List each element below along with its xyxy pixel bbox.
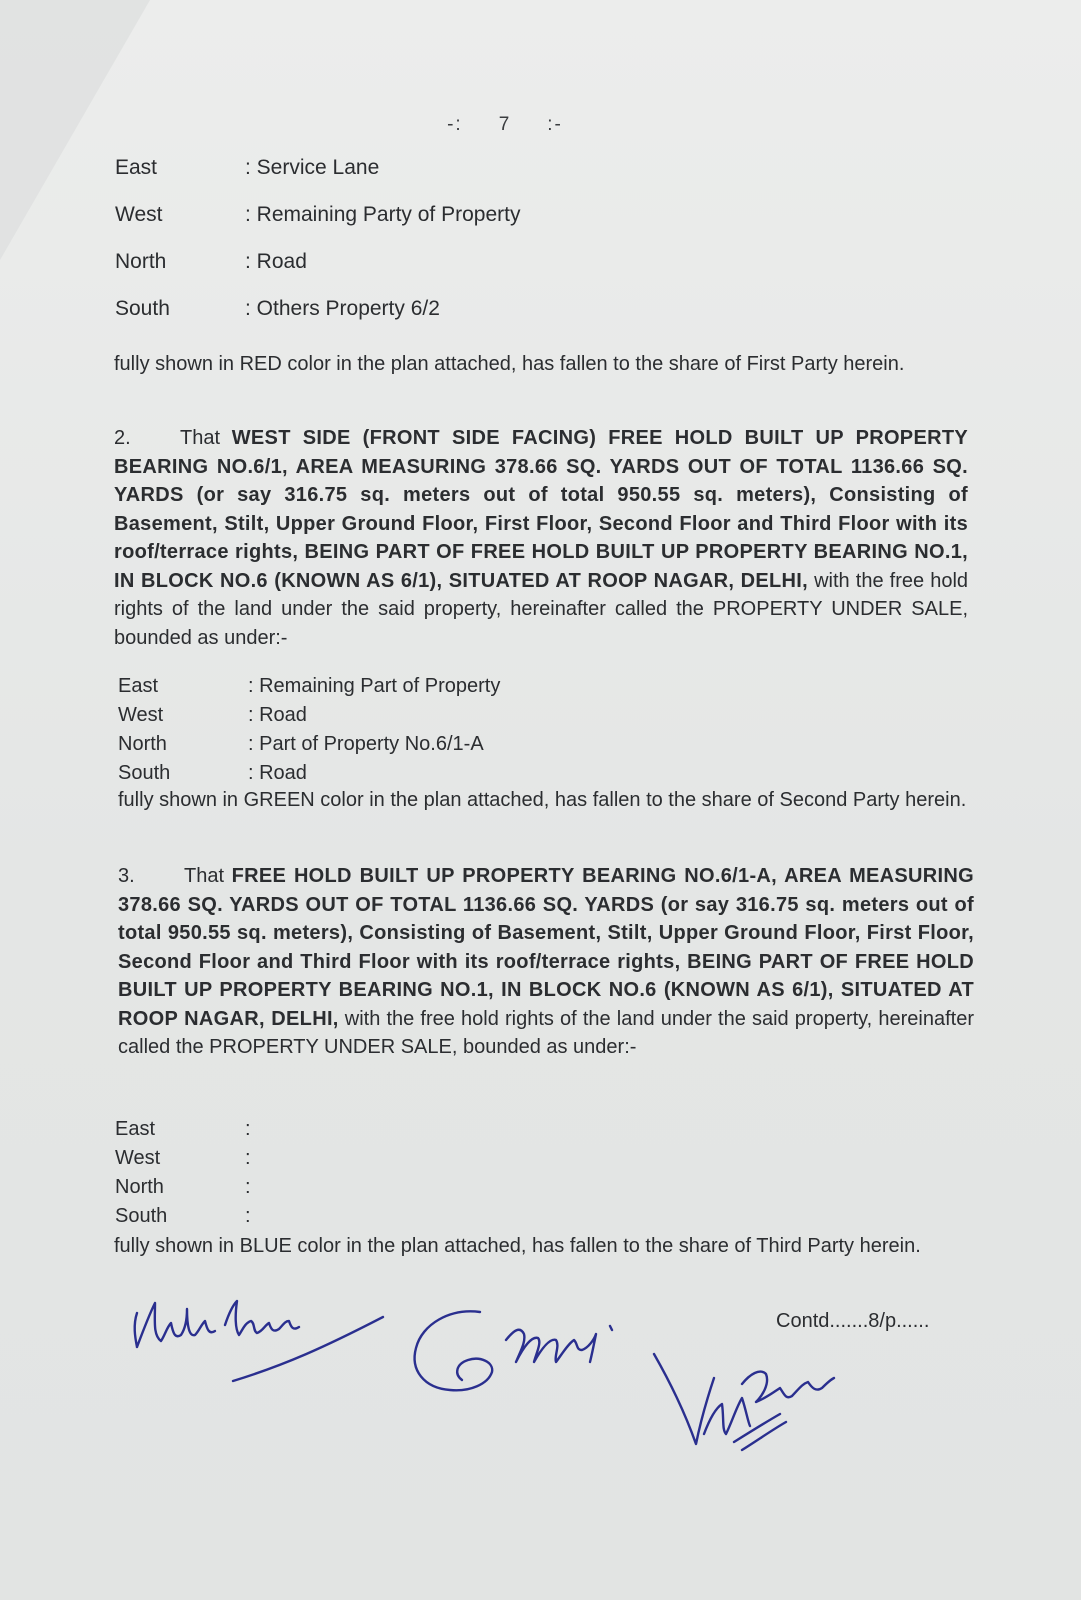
section2-paragraph [114, 424, 968, 652]
boundary-direction: East [118, 675, 159, 697]
boundary-direction: East [115, 156, 158, 179]
boundary-direction: East [115, 1118, 156, 1140]
boundary-value: : [245, 1118, 251, 1140]
section3-closing: fully shown in BLUE color in the plan attached, has fallen to the share of Third Party herein. [114, 1235, 921, 1257]
boundary-value: : [245, 1147, 251, 1169]
page-marker-left: -: [447, 114, 463, 135]
section1-closing: fully shown in RED color in the plan attached, has fallen to the share of First Party herein. [114, 353, 905, 375]
boundary-direction: South [118, 762, 171, 784]
boundary-value: : Part of Property No.6/1-A [248, 733, 484, 755]
boundary-value: : Service Lane [245, 156, 380, 179]
signature-1-icon [125, 1295, 400, 1405]
boundary-direction: West [115, 1147, 161, 1169]
section2-number: 2. [114, 427, 131, 449]
page-marker-right: :- [547, 114, 563, 135]
boundary-value: : Others Property 6/2 [245, 297, 440, 320]
section3-number: 3. [118, 865, 135, 887]
section3-rest: with the free hold rights of the land under the said property, hereinafter called the PROPERTY UNDER SALE, bounded as under:- [118, 1007, 974, 1058]
boundary-value: : Road [248, 704, 307, 726]
boundary-direction: North [115, 250, 167, 273]
signature-2-icon [410, 1300, 630, 1410]
boundary-value: : [245, 1205, 251, 1227]
section3-property-description: FREE HOLD BUILT UP PROPERTY BEARING NO.6/1-A, AREA MEASURING 378.66 SQ. YARDS OUT OF TOTAL 1136.66 SQ. YARDS (or say 316.75 sq. meters out of total 950.55 sq. meters), Consisting of Basement, Stilt, Upper Ground Floor, First Floor, Second Floor and Third Floor with its roof/terrace rights, BEING PART OF FREE HOLD BUILT UP PROPERTY BEARING NO.1, IN BLOCK NO.6 (KNOWN AS 6/1), SITUATED AT ROOP NAGAR, DELHI, [118, 865, 974, 1030]
boundary-direction: North [115, 1176, 164, 1198]
section2-property-description: WEST SIDE (FRONT SIDE FACING) FREE HOLD BUILT UP PROPERTY BEARING NO.6/1, AREA MEASURING 378.66 SQ. YARDS OUT OF TOTAL 1136.66 SQ. YARDS (or say 316.75 sq. meters out of total 950.55 sq. meters), Consisting of Basement, Stilt, Upper Ground Floor, First Floor, Second Floor and Third Floor with its roof/terrace rights, BEING PART OF FREE HOLD BUILT UP PROPERTY BEARING NO.1, IN BLOCK NO.6 (KNOWN AS 6/1), SITUATED AT ROOP NAGAR, DELHI, [114, 427, 968, 592]
continued-note: Contd.......8/p...... [776, 1310, 930, 1332]
boundary-direction: West [118, 704, 164, 726]
section3-paragraph [118, 862, 974, 1062]
boundary-direction: South [115, 1205, 168, 1227]
boundary-value: : Road [245, 250, 307, 273]
boundary-direction: West [115, 203, 163, 226]
page-number-value: 7 [498, 114, 512, 135]
boundary-value: : Remaining Part of Property [248, 675, 501, 697]
section2-closing: fully shown in GREEN color in the plan attached, has fallen to the share of Second Party herein. [118, 789, 967, 811]
page-number [0, 114, 1010, 136]
section2-intro: That [180, 427, 232, 449]
section2-rest: with the free hold rights of the land under the said property, hereinafter called the PROPERTY UNDER SALE, bounded as under:- [114, 569, 969, 649]
boundary-value: : Remaining Party of Property [245, 203, 521, 226]
boundary-direction: North [118, 733, 167, 755]
signature-3-icon [650, 1338, 850, 1468]
boundary-direction: South [115, 297, 170, 320]
boundary-value: : [245, 1176, 251, 1198]
section3-intro: That [184, 865, 232, 887]
boundary-value: : Road [248, 762, 307, 784]
